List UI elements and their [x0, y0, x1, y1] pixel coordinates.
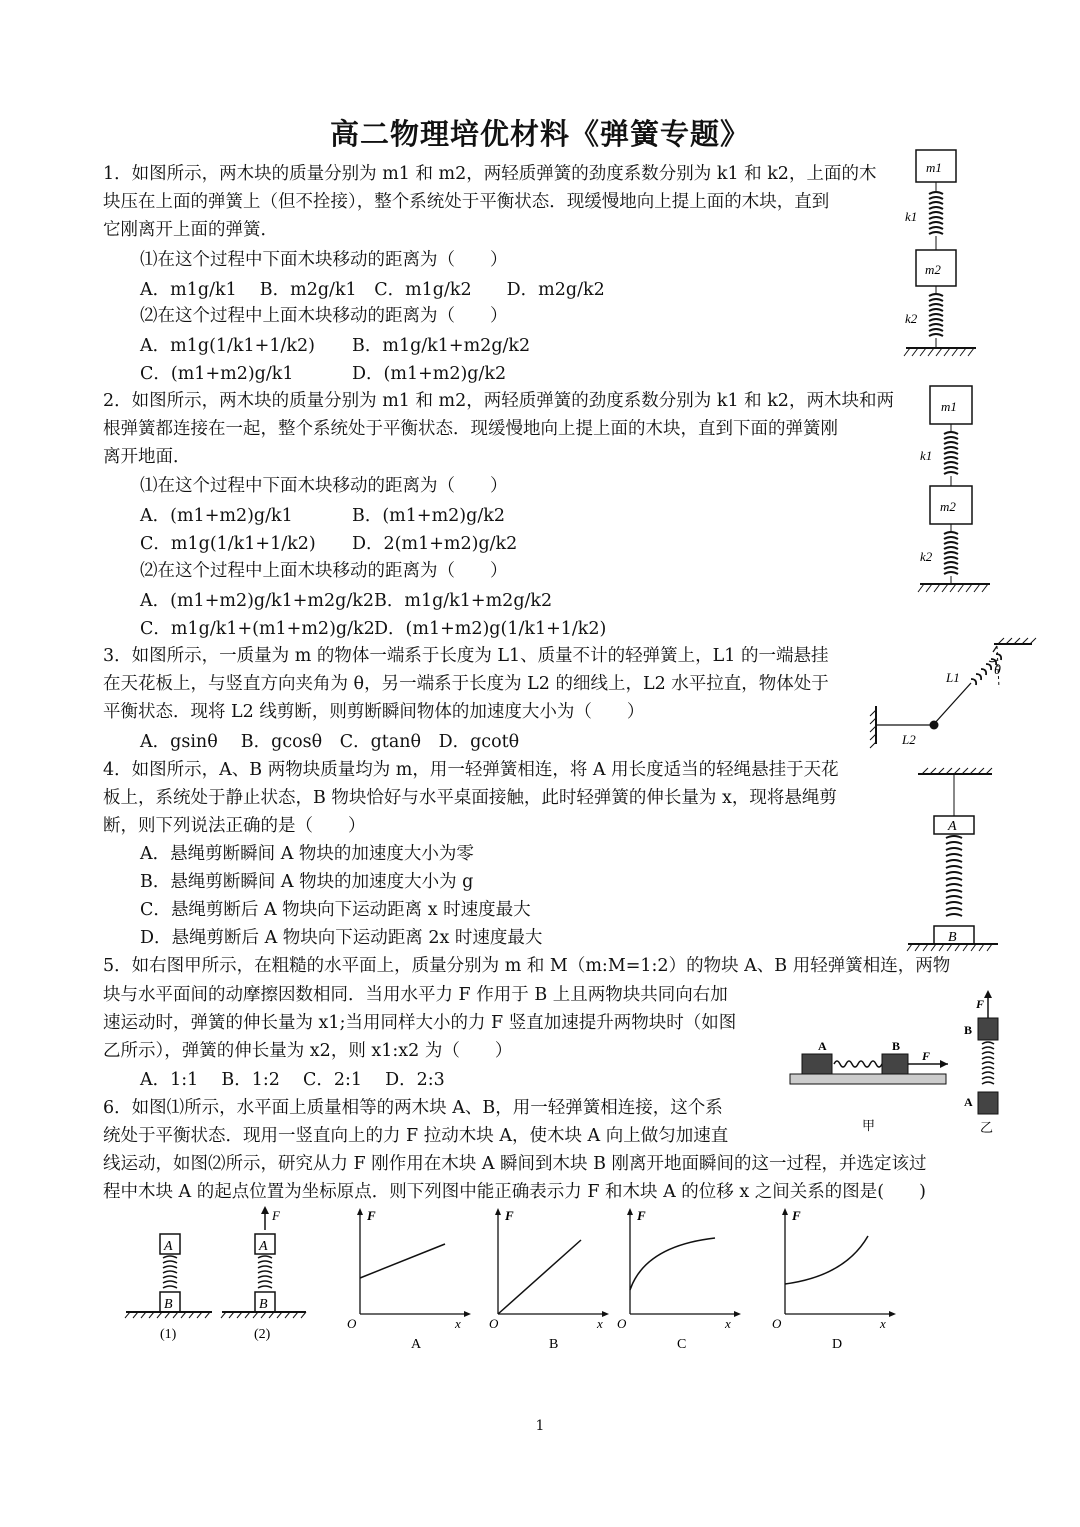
q6-gc-O: O	[617, 1316, 627, 1331]
q3-line-2: 在天花板上，与竖直方向夹角为 θ，另一端系于长度为 L2 的细线上，L2 水平拉直，物体处于	[103, 674, 829, 694]
q2-figure	[912, 384, 1002, 599]
q6-line-3: 线运动，如图⑵所示，研究从力 F 刚作用在木块 A 瞬间到木块 B 刚离开地面瞬间的这一过程，并选定该过	[103, 1154, 927, 1174]
q1-fig-m2: m2	[925, 262, 941, 277]
q6-ga-O: O	[347, 1316, 357, 1331]
q2-sub-1: ⑴在这个过程中下面木块移动的距离为（ ）	[140, 476, 508, 496]
q6-gc-label: C	[677, 1337, 687, 1352]
q1-fig-k2: k2	[905, 311, 918, 326]
q5-fig-yi-B: B	[964, 1023, 973, 1037]
q4-figure	[906, 766, 1002, 954]
q6-gb-O: O	[489, 1316, 499, 1331]
q3-fig-theta: θ	[994, 663, 1001, 678]
q5-fig-jia: 甲	[862, 1118, 876, 1133]
q1-sub-2: ⑵在这个过程中上面木块移动的距离为（ ）	[140, 306, 508, 326]
q2-option-1c: C．m1g(1/k1+1/k2)	[140, 534, 316, 554]
q6-gc-x: x	[725, 1316, 731, 1331]
q5-fig-jia-F: F	[922, 1049, 931, 1063]
q1-sub-1: ⑴在这个过程中下面木块移动的距离为（ ）	[140, 250, 508, 270]
q3-fig-L1: L1	[946, 670, 960, 685]
q6-graph-c	[615, 1206, 745, 1350]
q3-line-1: 3．如图所示，一质量为 m 的物体一端系于长度为 L1、质量不计的轻弹簧上，L1 的一端悬挂	[103, 646, 829, 666]
q2-option-1d: D．2(m1+m2)g/k2	[352, 534, 518, 554]
q6-fig2-label: (2)	[254, 1327, 271, 1342]
q3-options: A．gsinθ B．gcosθ C．gtanθ D．gcotθ	[140, 732, 520, 752]
q1-option-a: A．m1g(1/k1+1/k2)	[140, 336, 315, 356]
q2-option-2c: C．m1g/k1+(m1+m2)g/k2	[140, 619, 375, 639]
q2-option-1a: A．(m1+m2)g/k1	[140, 506, 293, 526]
q6-fig2-B: B	[259, 1297, 268, 1312]
q1-line-1: 1．如图所示，两木块的质量分别为 m1 和 m2，两轻质弹簧的劲度系数分别为 k1 和 k2，上面的木	[103, 164, 877, 184]
q6-graph-a	[345, 1206, 475, 1350]
q4-line-3: 断，则下列说法正确的是（ ）	[103, 816, 366, 836]
q6-graph-d	[770, 1206, 900, 1350]
q2-fig-m1: m1	[941, 399, 957, 414]
q2-fig-k1: k1	[920, 448, 933, 463]
q1-option-d: D．(m1+m2)g/k2	[352, 364, 507, 384]
q1-fig-m1: m1	[926, 160, 942, 175]
q2-option-2d: D．(m1+m2)g(1/k1+1/k2)	[374, 619, 607, 639]
q1-fig-k1: k1	[905, 209, 918, 224]
q5-options: A．1:1 B．1:2 C．2:1 D．2:3	[140, 1070, 445, 1090]
q6-fig2-F: F	[272, 1208, 280, 1223]
q5-line-4: 乙所示），弹簧的伸长量为 x2，则 x1:x2 为（ ）	[103, 1041, 513, 1061]
q4-option-c: C．悬绳剪断后 A 物块向下运动距离 x 时速度最大	[140, 900, 531, 920]
q4-fig-A: A	[948, 819, 957, 834]
q6-fig2-A: A	[259, 1239, 268, 1254]
q2-sub-2: ⑵在这个过程中上面木块移动的距离为（ ）	[140, 561, 508, 581]
q6-ga-label: A	[411, 1337, 422, 1352]
q3-line-3: 平衡状态．现将 L2 线剪断，则剪断瞬间物体的加速度大小为（ ）	[103, 702, 645, 722]
q5-fig-yi-A: A	[964, 1095, 973, 1109]
q2-fig-k2: k2	[920, 549, 933, 564]
q6-graph-b	[483, 1206, 613, 1350]
q1-figure	[896, 148, 986, 363]
q1-option-b: B．m1g/k1+m2g/k2	[352, 336, 531, 356]
q1-sub-1-options: A．m1g/k1 B．m2g/k1 C．m1g/k2 D．m2g/k2	[140, 280, 605, 300]
q5-fig-yi-F: F	[976, 997, 985, 1011]
q6-ga-F: F	[367, 1208, 376, 1223]
q6-gd-O: O	[772, 1316, 782, 1331]
q5-fig-jia-A: A	[818, 1039, 827, 1053]
q6-fig1-A: A	[164, 1239, 173, 1254]
q2-option-1b: B．(m1+m2)g/k2	[352, 506, 505, 526]
q2-option-2a: A．(m1+m2)g/k1+m2g/k2	[140, 591, 374, 611]
q5-fig-yi: 乙	[980, 1120, 994, 1135]
q2-fig-m2: m2	[940, 499, 956, 514]
q6-line-4: 程中木块 A 的起点位置为坐标原点．则下列图中能正确表示力 F 和木块 A 的位移 x 之间关系的图是( )	[103, 1182, 926, 1202]
q6-setup-figure	[120, 1204, 320, 1344]
q6-gd-F: F	[792, 1208, 801, 1223]
q4-line-1: 4．如图所示，A、B 两物块质量均为 m，用一轻弹簧相连，将 A 用长度适当的轻绳悬挂于天花	[103, 760, 839, 780]
q4-option-b: B．悬绳剪断瞬间 A 物块的加速度大小为 g	[140, 872, 474, 892]
q5-fig-jia-B: B	[892, 1039, 901, 1053]
q2-option-2b: B．m1g/k1+m2g/k2	[374, 591, 553, 611]
q5-line-1: 5．如右图甲所示，在粗糙的水平面上，质量分别为 m 和 M（m:M=1:2）的物块 A、B 用轻弹簧相连，两物	[103, 956, 951, 976]
q1-line-2: 块压在上面的弹簧上（但不拴接），整个系统处于平衡状态．现缓慢地向上提上面的木块，直到	[103, 192, 830, 212]
q2-line-1: 2．如图所示，两木块的质量分别为 m1 和 m2，两轻质弹簧的劲度系数分别为 k1 和 k2，两木块和两	[103, 391, 894, 411]
q6-gb-label: B	[549, 1337, 559, 1352]
q3-fig-L2: L2	[902, 732, 916, 747]
q2-line-2: 根弹簧都连接在一起，整个系统处于平衡状态．现缓慢地向上提上面的木块，直到下面的弹簧刚	[103, 419, 838, 439]
q5-line-3: 速运动时，弹簧的伸长量为 x1;当用同样大小的力 F 竖直加速提升两物块时（如图	[103, 1013, 737, 1033]
q4-option-d: D．悬绳剪断后 A 物块向下运动距离 2x 时速度最大	[140, 928, 543, 948]
q6-gb-x: x	[597, 1316, 603, 1331]
q4-option-a: A．悬绳剪断瞬间 A 物块的加速度大小为零	[140, 844, 474, 864]
q4-fig-B: B	[948, 930, 957, 945]
q5-figure	[788, 990, 1008, 1140]
q6-fig1-label: (1)	[160, 1327, 177, 1342]
q3-figure	[866, 636, 1036, 752]
q6-fig1-B: B	[164, 1297, 173, 1312]
q6-gd-x: x	[880, 1316, 886, 1331]
q6-ga-x: x	[455, 1316, 461, 1331]
q1-line-3: 它刚离开上面的弹簧．	[103, 220, 278, 240]
q1-option-c: C．(m1+m2)g/k1	[140, 364, 294, 384]
page-number: 1	[535, 1418, 545, 1434]
q6-gb-F: F	[505, 1208, 514, 1223]
q6-gc-F: F	[637, 1208, 646, 1223]
q4-line-2: 板上，系统处于静止状态，B 物块恰好与水平桌面接触，此时轻弹簧的伸长量为 x，现将悬绳剪	[103, 788, 837, 808]
q6-line-1: 6．如图⑴所示，水平面上质量相等的两木块 A、B，用一轻弹簧相连接，这个系	[103, 1098, 723, 1118]
q2-line-3: 离开地面．	[103, 447, 191, 467]
page-title: 高二物理培优材料《弹簧专题》	[329, 117, 750, 151]
q6-line-2: 统处于平衡状态．现用一竖直向上的力 F 拉动木块 A，使木块 A 向上做匀加速直	[103, 1126, 729, 1146]
q6-gd-label: D	[832, 1337, 843, 1352]
q5-line-2: 块与水平面间的动摩擦因数相同．当用水平力 F 作用于 B 上且两物块共同向右加	[103, 985, 728, 1005]
